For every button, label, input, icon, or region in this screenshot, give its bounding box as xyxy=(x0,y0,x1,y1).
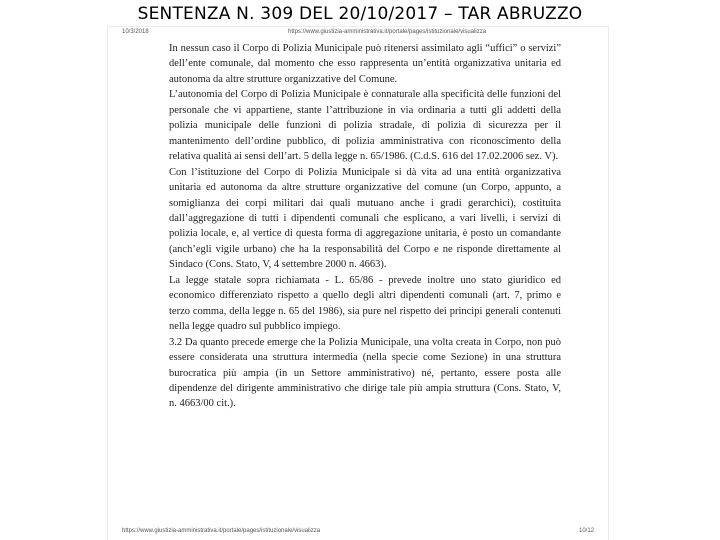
paragraph-4: La legge statale sopra richiamata - L. 65/86 - prevede inoltre uno stato giuridico ed economico differenziato rispetto a quello degli altri dipendenti comunali (art. 7, primo e terzo comma, della legge n. 65 del 1986), sia pure nel rispetto dei principi generali contenuti nella legge quadro sul pubblico impiego. xyxy=(169,274,561,333)
paragraph-3: Con l’istituzione del Corpo di Polizia Municipale si dà vita ad una entità organizzativa unitaria ed autonoma da altre strutture organizzative del comune (un Corpo, appunto, a somiglianza dei corpi militari dai quali mutuano anche i gradi gerarchici), costituita dall’aggregazione di tutti i dipendenti comunali che esplicano, a vari livelli, i servizi di polizia locale, e, al vertice di questa forma di aggregazione unitaria, è posto un comandante (anch’egli vigile urbano) che ha la responsabilità del Corpo e ne risponde direttamente al Sindaco (Cons. Stato, V, 4 settembre 2000 n. 4663). xyxy=(169,166,561,271)
print-url: https://www.giustizia-amministrativa.it/portale/pages/istituzionale/visualizza xyxy=(288,29,487,35)
print-header xyxy=(122,29,594,38)
footer-url: https://www.giustizia-amministrativa.it/portale/pages/istituzionale/visualizza xyxy=(122,528,321,534)
slide-title: SENTENZA N. 309 DEL 20/10/2017 – TAR ABRUZZO xyxy=(137,4,583,24)
document-page xyxy=(108,27,608,540)
print-footer xyxy=(122,528,594,537)
paragraph-1: In nessun caso il Corpo di Polizia Municipale può ritenersi assimilato agli “uffici” o servizi” dell’ente comunale, dal momento che esso rappresenta un’entità organizzativa unitaria ed autonoma da altre strutture organizzative del Comune. xyxy=(169,43,561,85)
paragraph-2: L’autonomia del Corpo di Polizia Municipale è connaturale alla specificità delle funzioni del personale che vi appartiene, stante l’attribuzione in via ordinaria a tutti gli addetti della polizia municipale delle funzioni di polizia stradale, di polizia di sicurezza per il mantenimento dell’ordine pubblico, di polizia amministrativa con riconoscimento della relativa qualità ai sensi dell’art. 5 della legge n. 65/1986. (C.d.S. 616 del 17.02.2006 sez. V). xyxy=(169,89,561,163)
document-body xyxy=(169,41,561,412)
print-date: 10/3/2018 xyxy=(122,29,149,35)
page-number: 10/12 xyxy=(578,528,594,534)
paragraph-5: 3.2 Da quanto precede emerge che la Polizia Municipale, una volta creata in Corpo, non può essere considerata una struttura intermedia (nella specie come Sezione) in una struttura burocratica più ampia (in un Settore amministrativo) né, pertanto, essere posta alle dipendenze del dirigente amministrativo che dirige tale più ampia struttura (Cons. Stato, V, n. 4663/00 cit.). xyxy=(169,336,561,410)
